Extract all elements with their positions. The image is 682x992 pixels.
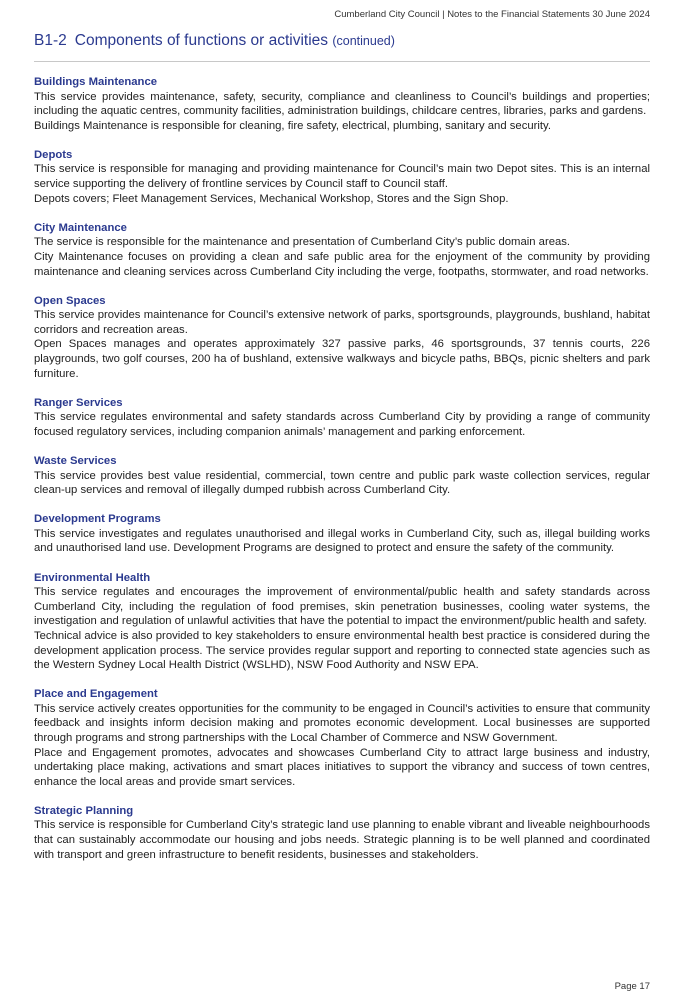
service-paragraph: This service investigates and regulates unauthorised and illegal works in Cumberland City, such as, illegal building works and unauthorised land use. Development Programs are designed to protect and ensure the safety of the community. (34, 527, 650, 555)
service-paragraph: The service is responsible for the maintenance and presentation of Cumberland City’s public domain areas. (34, 236, 571, 249)
service-paragraph: This service is responsible for managing and providing maintenance for Council’s main two Depot sites. This is an internal service supporting the delivery of frontline services by Council staff to Council staff. (34, 163, 650, 191)
service-block-place-and-engagement (34, 687, 650, 789)
section-title (34, 32, 395, 50)
service-heading: Buildings Maintenance (34, 76, 158, 88)
section-number: B1-2 (34, 32, 67, 49)
service-heading: Ranger Services (34, 396, 123, 409)
service-paragraph: This service regulates and encourages the improvement of environmental/public health and safety standards across Cumberland City, including the regulation of food premises, skin penetration businesses, cooling water systems, the investigation and regulation of unlawful activities that have the potential to impact the environment/public health and safety. (34, 586, 650, 628)
service-block-ranger-services (34, 396, 650, 440)
running-header: Cumberland City Council | Notes to the Financial Statements 30 June 2024 (334, 9, 650, 20)
service-paragraph: Buildings Maintenance is responsible for cleaning, fire safety, electrical, plumbing, sanitary and security. (34, 119, 551, 132)
section-title-text: Components of functions or activities (74, 32, 329, 49)
continued-label: (continued) (332, 34, 395, 48)
service-block-buildings-maintenance (34, 75, 650, 133)
service-heading: City Maintenance (34, 221, 127, 234)
service-block-depots (34, 148, 650, 206)
service-block-development-programs (34, 512, 650, 556)
service-paragraph: This service actively creates opportunities for the community to be engaged in Council’s activities to ensure that community feedback and insights inform decision making and promotes economic development. Local businesses are supported through programs and strong partnerships with the Local Chamber of Commerce and NSW Government. (34, 702, 650, 744)
title-divider (34, 61, 650, 62)
service-paragraph: Open Spaces manages and operates approximately 327 passive parks, 46 sportsgrounds, 37 tennis courts, 226 playgrounds, two golf courses, 200 ha of bushland, extensive walkways and bicycle paths, BBQs, picnic shelters and park furniture. (34, 338, 650, 380)
service-paragraph: This service provides best value residential, commercial, town centre and public park waste collection services, regular clean-up services and removal of illegally dumped rubbish across Cumberland City. (34, 469, 650, 497)
service-heading: Depots (34, 148, 73, 161)
service-paragraph: This service regulates environmental and safety standards across Cumberland City by providing a range of community focused regulatory services, including companion animals’ management and parking enforcement. (34, 411, 650, 438)
service-heading: Place and Engagement (34, 688, 158, 701)
service-paragraph: Depots covers; Fleet Management Services, Mechanical Workshop, Stores and the Sign Shop. (34, 192, 509, 205)
service-block-environmental-health (34, 571, 650, 673)
service-block-city-maintenance (34, 221, 650, 279)
page-number: Page 17 (614, 981, 650, 992)
service-block-strategic-planning (34, 804, 650, 862)
service-block-open-spaces (34, 294, 650, 382)
service-paragraph: Place and Engagement promotes, advocates and showcases Cumberland City to attract large business and industry, undertaking place making, activations and smart places initiatives to support the vibrancy and success of town centres, enhance the local areas and provide smart services. (34, 746, 650, 788)
service-paragraph: This service is responsible for Cumberland City’s strategic land use planning to enable vibrant and liveable neighbourhoods that can sustainably accommodate our housing and jobs needs. Strategic planning is to be well planned and coordinated with transport and green infrastructure to benefit residents, businesses and stakeholders. (34, 819, 650, 861)
service-heading: Open Spaces (34, 294, 106, 307)
service-heading: Waste Services (34, 454, 117, 467)
service-heading: Environmental Health (34, 571, 151, 584)
service-heading: Development Programs (34, 513, 161, 526)
service-heading: Strategic Planning (34, 804, 134, 817)
content-body (34, 75, 650, 877)
service-paragraph: This service provides maintenance, safety, security, compliance and cleanliness to Council’s buildings and properties; including the aquatic centres, community facilities, administration buildings, childcare centres, libraries, parks and gardens. (34, 90, 650, 118)
service-paragraph: Technical advice is also provided to key stakeholders to ensure environmental health best practice is considered during the development application process. The service provides regular support and reporting to connected state agencies such as the Western Sydney Local Health District (WSLHD), NSW Food Authority and NSW EPA. (34, 629, 650, 672)
service-block-waste-services (34, 454, 650, 498)
service-paragraph: This service provides maintenance for Council’s extensive network of parks, sportsgrounds, playgrounds, bushland, habitat corridors and recreation areas. (34, 309, 650, 336)
service-paragraph: City Maintenance focuses on providing a clean and safe public area for the enjoyment of the community by providing maintenance and cleaning services across Cumberland City including the verge, footpaths, stormwater, and road networks. (34, 250, 650, 278)
